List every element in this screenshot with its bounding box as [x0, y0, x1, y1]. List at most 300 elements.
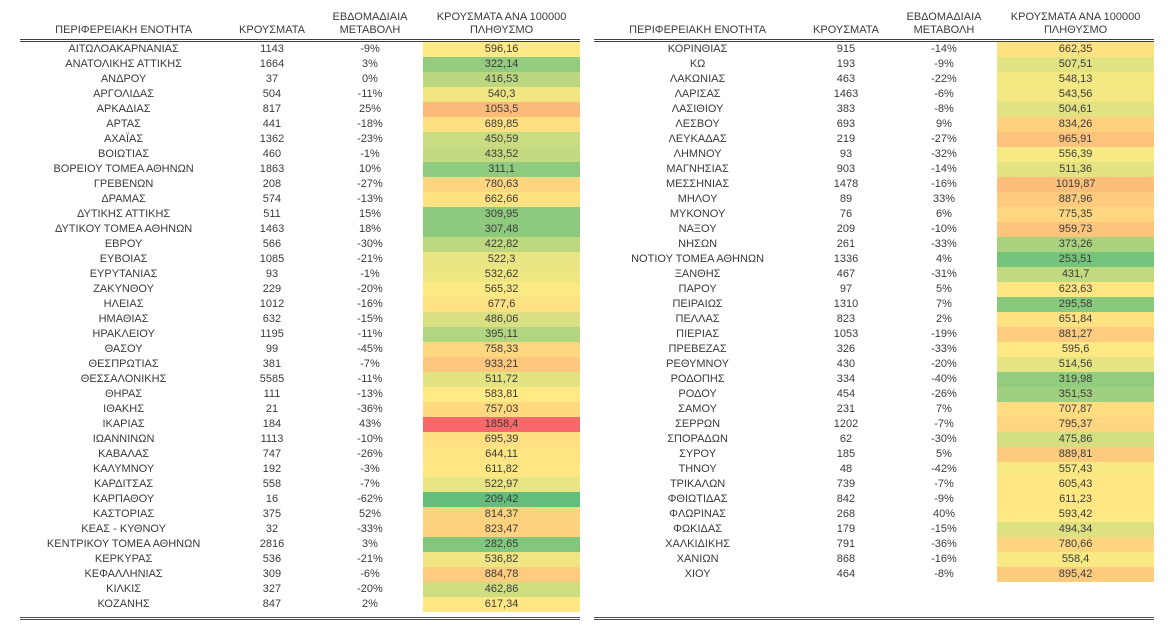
region-cell: ΜΕΣΣΗΝΙΑΣ	[666, 178, 730, 190]
per-100k-cell: 514,56	[997, 357, 1154, 372]
table-row	[594, 72, 1154, 87]
weekly-change-cell: -13%	[357, 193, 383, 205]
weekly-change-cell: 7%	[936, 403, 952, 415]
per-100k-cell: 689,85	[423, 117, 580, 132]
cases-cell: 309	[262, 568, 282, 580]
table-row	[594, 402, 1154, 417]
region-cell: ΑΝΑΤΟΛΙΚΗΣ ΑΤΤΙΚΗΣ	[65, 58, 182, 70]
cases-cell: 209	[836, 223, 856, 235]
weekly-change-cell: 5%	[936, 283, 952, 295]
cases-cell: 1053	[833, 328, 859, 340]
weekly-change-cell: 2%	[362, 598, 378, 610]
weekly-change-cell: -33%	[931, 343, 957, 355]
cases-cell: 193	[836, 58, 856, 70]
region-cell: ΔΥΤΙΚΟΥ ΤΟΜΕΑ ΑΘΗΝΩΝ	[54, 223, 193, 235]
region-cell: ΚΩ	[689, 58, 706, 70]
region-cell: ΒΟΡΕΙΟΥ ΤΟΜΕΑ ΑΘΗΝΩΝ	[53, 163, 194, 175]
table-row	[594, 387, 1154, 402]
weekly-change-cell: -8%	[934, 568, 954, 580]
cases-cell: 747	[262, 448, 282, 460]
table-row	[594, 237, 1154, 252]
per-100k-cell: 623,63	[997, 282, 1154, 297]
per-100k-cell: 1858,4	[423, 417, 580, 432]
per-100k-cell: 511,36	[997, 162, 1154, 177]
region-cell: ΚΑΡΠΑΘΟΥ	[93, 493, 155, 505]
region-cell: ΕΥΡΥΤΑΝΙΑΣ	[89, 268, 158, 280]
cases-cell: 37	[265, 73, 279, 85]
per-100k-cell: 959,73	[997, 222, 1154, 237]
weekly-change-cell: -36%	[931, 538, 957, 550]
per-100k-cell: 617,34	[423, 597, 580, 612]
weekly-change-cell: 7%	[936, 298, 952, 310]
table-row	[594, 342, 1154, 357]
table-row	[20, 72, 580, 87]
region-cell: ΚΟΖΑΝΗΣ	[97, 598, 150, 610]
table-row	[20, 267, 580, 282]
cases-cell: 1362	[259, 133, 285, 145]
table-row	[20, 417, 580, 432]
per-100k-cell: 494,34	[997, 522, 1154, 537]
per-100k-cell: 823,47	[423, 522, 580, 537]
cases-cell: 184	[262, 418, 282, 430]
region-cell: ΠΕΛΛΑΣ	[675, 313, 720, 325]
weekly-change-cell: 25%	[358, 103, 381, 115]
weekly-change-cell: -18%	[357, 118, 383, 130]
table-row	[20, 582, 580, 597]
region-cell: ΤΗΝΟΥ	[678, 463, 717, 475]
region-cell: ΚΑΡΔΙΤΣΑΣ	[93, 478, 154, 490]
left-table-body	[20, 41, 580, 613]
weekly-change-cell: -27%	[931, 133, 957, 145]
per-100k-cell: 282,65	[423, 537, 580, 552]
cases-cell: 536	[262, 553, 282, 565]
per-100k-cell: 556,39	[997, 147, 1154, 162]
per-100k-cell: 677,6	[423, 297, 580, 312]
weekly-change-cell: -62%	[357, 493, 383, 505]
region-cell: ΛΕΣΒΟΥ	[675, 118, 720, 130]
per-100k-cell: 475,86	[997, 432, 1154, 447]
weekly-change-column-header: ΕΒΔΟΜΑΔΙΑΙΑ ΜΕΤΑΒΟΛΗ	[891, 8, 997, 41]
region-cell: ΔΥΤΙΚΗΣ ΑΤΤΙΚΗΣ	[76, 208, 171, 220]
cases-cell: 16	[265, 493, 279, 505]
table-row	[20, 342, 580, 357]
weekly-change-cell: -13%	[357, 388, 383, 400]
table-row	[594, 537, 1154, 552]
per-100k-cell: 583,81	[423, 387, 580, 402]
table-row	[20, 41, 580, 58]
cases-cell: 1463	[259, 223, 285, 235]
table-row	[594, 432, 1154, 447]
region-cell: ΝΟΤΙΟΥ ΤΟΜΕΑ ΑΘΗΝΩΝ	[631, 253, 765, 265]
table-row	[20, 477, 580, 492]
cases-cell: 1336	[833, 253, 859, 265]
weekly-change-cell: -16%	[931, 553, 957, 565]
weekly-change-cell: -21%	[357, 253, 383, 265]
weekly-change-cell: -15%	[357, 313, 383, 325]
cases-cell: 99	[265, 343, 279, 355]
weekly-change-cell: -9%	[360, 43, 380, 55]
region-cell: ΡΟΔΟΥ	[678, 388, 717, 400]
weekly-change-cell: 52%	[358, 508, 381, 520]
region-cell: ΑΝΔΡΟΥ	[100, 73, 147, 85]
region-cell: ΔΡΑΜΑΣ	[101, 193, 146, 205]
table-row	[594, 57, 1154, 72]
region-cell: ΦΛΩΡΙΝΑΣ	[669, 508, 726, 520]
region-cell: ΛΑΚΩΝΙΑΣ	[669, 73, 726, 85]
cases-cell: 454	[836, 388, 856, 400]
weekly-change-cell: -21%	[357, 553, 383, 565]
cases-cell: 1310	[833, 298, 859, 310]
per-100k-cell: 433,52	[423, 147, 580, 162]
region-column-header: ΠΕΡΙΦΕΡΕΙΑΚΗ ΕΝΟΤΗΤΑ	[20, 8, 227, 41]
cases-cell: 268	[836, 508, 856, 520]
cases-cell: 430	[836, 358, 856, 370]
weekly-change-cell: 6%	[936, 208, 952, 220]
table-row	[594, 312, 1154, 327]
header-row	[20, 8, 580, 41]
cases-cell: 739	[836, 478, 856, 490]
left-table	[20, 8, 580, 612]
region-cell: ΘΕΣΣΑΛΟΝΙΚΗΣ	[80, 373, 167, 385]
per-100k-cell: 322,14	[423, 57, 580, 72]
cases-cell: 504	[262, 88, 282, 100]
per-100k-cell: 416,53	[423, 72, 580, 87]
table-row	[594, 252, 1154, 267]
region-cell: ΚΕΑΣ - ΚΥΘΝΟΥ	[81, 523, 166, 535]
cases-cell: 21	[265, 403, 279, 415]
table-row	[594, 522, 1154, 537]
weekly-change-cell: 43%	[358, 418, 381, 430]
per-100k-cell: 965,91	[997, 132, 1154, 147]
table-row	[20, 177, 580, 192]
per-100k-cell: 209,42	[423, 492, 580, 507]
table-row	[594, 87, 1154, 102]
per-100k-cell: 522,97	[423, 477, 580, 492]
cases-cell: 791	[836, 538, 856, 550]
region-cell: ΒΟΙΩΤΙΑΣ	[98, 148, 150, 160]
per-100k-cell: 605,43	[997, 477, 1154, 492]
region-cell: ΙΩΑΝΝΙΝΩΝ	[92, 433, 155, 445]
table-row	[594, 507, 1154, 522]
per-100k-cell: 895,42	[997, 567, 1154, 582]
table-row	[594, 267, 1154, 282]
cases-cell: 460	[262, 148, 282, 160]
cases-cell: 185	[836, 448, 856, 460]
weekly-change-cell: -1%	[360, 268, 380, 280]
weekly-change-cell: -32%	[931, 148, 957, 160]
per-100k-cell: 558,4	[997, 552, 1154, 567]
weekly-change-cell: 0%	[362, 73, 378, 85]
per-100k-cell: 834,26	[997, 117, 1154, 132]
weekly-change-cell: -40%	[931, 373, 957, 385]
per-100k-cell: 780,66	[997, 537, 1154, 552]
per-100k-cell: 543,56	[997, 87, 1154, 102]
region-cell: ΑΙΤΩΛΟΑΚΑΡΝΑΝΙΑΣ	[68, 43, 179, 55]
per-100k-cell: 814,37	[423, 507, 580, 522]
region-cell: ΙΚΑΡΙΑΣ	[102, 418, 145, 430]
weekly-change-cell: -16%	[931, 178, 957, 190]
cases-cell: 383	[836, 103, 856, 115]
weekly-change-cell: -3%	[360, 463, 380, 475]
weekly-change-cell: -7%	[934, 478, 954, 490]
per-100k-cell: 884,78	[423, 567, 580, 582]
region-cell: ΕΥΒΟΙΑΣ	[99, 253, 148, 265]
cases-cell: 1664	[259, 58, 285, 70]
weekly-change-cell: -30%	[931, 433, 957, 445]
cases-cell: 915	[836, 43, 856, 55]
table-row	[20, 57, 580, 72]
per-100k-cell: 1019,87	[997, 177, 1154, 192]
table-row	[594, 552, 1154, 567]
right-table-panel	[594, 8, 1154, 620]
table-row	[20, 492, 580, 507]
table-row	[594, 477, 1154, 492]
table-row	[20, 207, 580, 222]
weekly-change-cell: -9%	[934, 58, 954, 70]
cases-cell: 375	[262, 508, 282, 520]
region-cell: ΑΡΤΑΣ	[106, 118, 141, 130]
cases-cell: 464	[836, 568, 856, 580]
region-cell: ΘΕΣΠΡΩΤΙΑΣ	[88, 358, 159, 370]
cases-cell: 326	[836, 343, 856, 355]
region-cell: ΡΕΘΥΜΝΟΥ	[666, 358, 730, 370]
weekly-change-cell: -10%	[357, 433, 383, 445]
per-100k-cell: 462,86	[423, 582, 580, 597]
left-table-header	[20, 8, 580, 41]
table-row	[20, 462, 580, 477]
per-100k-column-header: ΚΡΟΥΣΜΑΤΑ ΑΝΑ 100000 ΠΛΗΘΥΣΜΟ	[997, 8, 1154, 41]
per-100k-cell: 557,43	[997, 462, 1154, 477]
table-row	[20, 297, 580, 312]
weekly-change-cell: -11%	[357, 328, 383, 340]
region-cell: ΣΑΜΟΥ	[678, 403, 718, 415]
cases-cell: 693	[836, 118, 856, 130]
table-row	[20, 372, 580, 387]
per-100k-cell: 889,81	[997, 447, 1154, 462]
table-row	[594, 162, 1154, 177]
per-100k-cell: 431,7	[997, 267, 1154, 282]
weekly-change-cell: -30%	[357, 238, 383, 250]
weekly-change-cell: -26%	[931, 388, 957, 400]
cases-cell: 558	[262, 478, 282, 490]
region-cell: ΕΒΡΟΥ	[104, 238, 143, 250]
per-100k-cell: 504,61	[997, 102, 1154, 117]
region-cell: ΤΡΙΚΑΛΩΝ	[669, 478, 726, 490]
table-row	[594, 372, 1154, 387]
cases-cell: 1143	[260, 43, 284, 55]
weekly-change-cell: -15%	[931, 523, 957, 535]
per-100k-cell: 695,39	[423, 432, 580, 447]
cases-cell: 327	[262, 583, 282, 595]
cases-cell: 97	[839, 283, 853, 295]
table-row	[20, 522, 580, 537]
table-row	[594, 567, 1154, 582]
table-row	[594, 117, 1154, 132]
table-row	[20, 597, 580, 612]
cases-cell: 89	[839, 193, 853, 205]
region-cell: ΚΕΦΑΛΛΗΝΙΑΣ	[84, 568, 163, 580]
weekly-change-cell: 15%	[358, 208, 381, 220]
cases-cell: 229	[262, 283, 282, 295]
region-column-header: ΠΕΡΙΦΕΡΕΙΑΚΗ ΕΝΟΤΗΤΑ	[594, 8, 801, 41]
cases-cell: 1863	[259, 163, 285, 175]
table-row	[594, 147, 1154, 162]
right-table	[594, 8, 1154, 582]
weekly-change-cell: 10%	[358, 163, 381, 175]
region-cell: ΛΑΡΙΣΑΣ	[674, 88, 721, 100]
weekly-change-cell: -33%	[357, 523, 383, 535]
region-cell: ΧΙΟΥ	[684, 568, 711, 580]
region-cell: ΚΑΛΥΜΝΟΥ	[93, 463, 155, 475]
table-row	[20, 237, 580, 252]
region-cell: ΠΕΙΡΑΙΩΣ	[672, 298, 723, 310]
cases-cell: 574	[262, 193, 282, 205]
cases-cell: 2816	[259, 538, 285, 550]
weekly-change-cell: 18%	[358, 223, 381, 235]
table-row	[20, 567, 580, 582]
region-cell: ΞΑΝΘΗΣ	[674, 268, 721, 280]
weekly-change-cell: -1%	[360, 148, 380, 160]
per-100k-cell: 881,27	[997, 327, 1154, 342]
per-100k-cell: 707,87	[997, 402, 1154, 417]
weekly-change-cell: -27%	[357, 178, 383, 190]
per-100k-cell: 887,96	[997, 192, 1154, 207]
weekly-change-cell: -11%	[357, 88, 383, 100]
region-cell: ΚΟΡΙΝΘΙΑΣ	[667, 43, 728, 55]
weekly-change-cell: 33%	[932, 193, 955, 205]
table-row	[594, 297, 1154, 312]
region-cell: ΑΡΚΑΔΙΑΣ	[96, 103, 151, 115]
per-100k-cell: 611,23	[997, 492, 1154, 507]
per-100k-cell: 450,59	[423, 132, 580, 147]
per-100k-cell: 422,82	[423, 237, 580, 252]
table-row	[20, 102, 580, 117]
per-100k-cell: 651,84	[997, 312, 1154, 327]
table-row	[20, 357, 580, 372]
cases-column-header: ΚΡΟΥΣΜΑΤΑ	[227, 8, 317, 41]
region-cell: ΣΥΡΟΥ	[679, 448, 717, 460]
per-100k-cell: 295,58	[997, 297, 1154, 312]
region-cell: ΚΑΒΑΛΑΣ	[98, 448, 150, 460]
weekly-change-cell: -42%	[931, 463, 957, 475]
left-table-panel	[20, 8, 580, 620]
per-100k-cell: 662,35	[997, 41, 1154, 58]
weekly-change-cell: 5%	[936, 448, 952, 460]
per-100k-cell: 536,82	[423, 552, 580, 567]
cases-cell: 823	[836, 313, 856, 325]
per-100k-cell: 373,26	[997, 237, 1154, 252]
table-row	[594, 327, 1154, 342]
region-cell: ΓΡΕΒΕΝΩΝ	[93, 178, 154, 190]
region-cell: ΛΕΥΚΑΔΑΣ	[668, 133, 727, 145]
cases-cell: 231	[836, 403, 856, 415]
weekly-change-cell: 40%	[932, 508, 955, 520]
per-100k-cell: 795,37	[997, 417, 1154, 432]
weekly-change-cell: -7%	[360, 358, 380, 370]
cases-cell: 334	[836, 373, 856, 385]
cases-cell: 5585	[259, 373, 285, 385]
region-cell: ΛΑΣΙΘΙΟΥ	[671, 103, 724, 115]
weekly-change-cell: -8%	[934, 103, 954, 115]
weekly-change-cell: -20%	[357, 283, 383, 295]
table-row	[20, 117, 580, 132]
cases-cell: 1478	[833, 178, 859, 190]
cases-cell: 76	[839, 208, 853, 220]
region-cell: ΚΕΝΤΡΙΚΟΥ ΤΟΜΕΑ ΑΘΗΝΩΝ	[46, 538, 201, 550]
weekly-change-cell: -20%	[357, 583, 383, 595]
region-cell: ΝΗΣΩΝ	[678, 238, 718, 250]
table-row	[20, 282, 580, 297]
cases-cell: 632	[262, 313, 282, 325]
per-100k-cell: 565,32	[423, 282, 580, 297]
cases-cell: 1085	[259, 253, 285, 265]
per-100k-column-header: ΚΡΟΥΣΜΑΤΑ ΑΝΑ 100000 ΠΛΗΘΥΣΜΟ	[423, 8, 580, 41]
region-cell: ΚΕΡΚΥΡΑΣ	[94, 553, 153, 565]
header-row	[594, 8, 1154, 41]
cases-cell: 1202	[833, 418, 859, 430]
table-row	[20, 222, 580, 237]
weekly-change-cell: -45%	[357, 343, 383, 355]
region-cell: ΗΜΑΘΙΑΣ	[98, 313, 149, 325]
cases-cell: 93	[265, 268, 279, 280]
table-row	[20, 312, 580, 327]
cases-cell: 219	[836, 133, 856, 145]
table-row	[594, 207, 1154, 222]
region-cell: ΛΗΜΝΟΥ	[673, 148, 722, 160]
region-cell: ΠΑΡΟΥ	[678, 283, 717, 295]
per-100k-cell: 611,82	[423, 462, 580, 477]
per-100k-cell: 311,1	[423, 162, 580, 177]
table-row	[20, 447, 580, 462]
cases-cell: 179	[836, 523, 856, 535]
weekly-change-cell: -14%	[931, 163, 957, 175]
table-row	[594, 492, 1154, 507]
table-row	[594, 447, 1154, 462]
weekly-change-cell: -6%	[934, 88, 954, 100]
per-100k-cell: 395,11	[423, 327, 580, 342]
cases-cell: 93	[839, 148, 853, 160]
right-table-header	[594, 8, 1154, 41]
cases-cell: 1463	[833, 88, 859, 100]
cases-cell: 441	[262, 118, 282, 130]
table-row	[20, 87, 580, 102]
weekly-change-cell: -20%	[931, 358, 957, 370]
region-cell: ΘΑΣΟΥ	[104, 343, 143, 355]
table-row	[20, 552, 580, 567]
table-row	[594, 357, 1154, 372]
cases-cell: 62	[839, 433, 853, 445]
per-100k-cell: 507,51	[997, 57, 1154, 72]
per-100k-cell: 780,63	[423, 177, 580, 192]
region-cell: ΠΙΕΡΙΑΣ	[676, 328, 720, 340]
cases-cell: 111	[263, 388, 281, 400]
table-row	[20, 132, 580, 147]
cases-cell: 817	[262, 103, 282, 115]
per-100k-cell: 596,16	[423, 41, 580, 58]
per-100k-cell: 309,95	[423, 207, 580, 222]
region-cell: ΣΕΡΡΩΝ	[675, 418, 721, 430]
table-row	[20, 327, 580, 342]
cases-cell: 192	[262, 463, 282, 475]
cases-column-header: ΚΡΟΥΣΜΑΤΑ	[801, 8, 891, 41]
region-cell: ΜΗΛΟΥ	[677, 193, 718, 205]
weekly-change-column-header: ΕΒΔΟΜΑΔΙΑΙΑ ΜΕΤΑΒΟΛΗ	[317, 8, 423, 41]
per-100k-cell: 662,66	[423, 192, 580, 207]
weekly-change-cell: -9%	[934, 493, 954, 505]
table-row	[594, 462, 1154, 477]
region-cell: ΜΥΚΟΝΟΥ	[669, 208, 726, 220]
table-row	[20, 162, 580, 177]
